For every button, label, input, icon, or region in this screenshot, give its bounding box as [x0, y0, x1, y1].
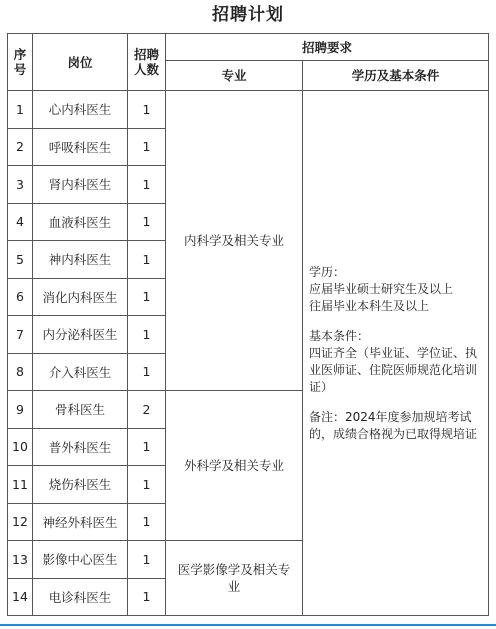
position-cell: 烧伤科医生 — [33, 466, 128, 504]
count-cell: 1 — [128, 91, 166, 129]
count-cell: 1 — [128, 166, 166, 204]
count-cell: 1 — [128, 278, 166, 316]
count-cell: 1 — [128, 578, 166, 616]
count-cell: 1 — [128, 316, 166, 354]
row-number: 13 — [8, 541, 33, 579]
major-surgery: 外科学及相关专业 — [166, 391, 303, 541]
row-number: 9 — [8, 391, 33, 429]
header-requirements: 招聘要求 — [166, 34, 489, 61]
row-number: 10 — [8, 428, 33, 466]
table-row — [8, 91, 489, 129]
position-cell: 心内科医生 — [33, 91, 128, 129]
count-cell: 1 — [128, 203, 166, 241]
major-internal-medicine: 内科学及相关专业 — [166, 91, 303, 391]
count-cell: 1 — [128, 353, 166, 391]
row-number: 4 — [8, 203, 33, 241]
position-cell: 电诊科医生 — [33, 578, 128, 616]
position-cell: 肾内科医生 — [33, 166, 128, 204]
row-number: 6 — [8, 278, 33, 316]
row-number: 1 — [8, 91, 33, 129]
count-cell: 1 — [128, 128, 166, 166]
count-cell: 1 — [128, 541, 166, 579]
position-cell: 神经外科医生 — [33, 503, 128, 541]
row-number: 8 — [8, 353, 33, 391]
position-cell: 血液科医生 — [33, 203, 128, 241]
position-cell: 普外科医生 — [33, 428, 128, 466]
header-seq: 序号 — [8, 34, 33, 91]
page-title: 招聘计划 — [212, 5, 284, 25]
header-education: 学历及基本条件 — [303, 61, 489, 91]
row-number: 14 — [8, 578, 33, 616]
position-cell: 呼吸科医生 — [33, 128, 128, 166]
recruitment-table — [7, 33, 489, 616]
header-count: 招聘人数 — [128, 34, 166, 91]
row-number: 11 — [8, 466, 33, 504]
basic-requirement: 基本条件： 四证齐全（毕业证、学位证、执业医师证、住院医师规范化培训证） — [309, 328, 478, 394]
count-cell: 2 — [128, 391, 166, 429]
position-cell: 消化内科医生 — [33, 278, 128, 316]
row-number: 12 — [8, 503, 33, 541]
count-cell: 1 — [128, 428, 166, 466]
bottom-divider — [0, 624, 496, 626]
position-cell: 介入科医生 — [33, 353, 128, 391]
note-text: 备注：2024年度参加规培考试的，成绩合格视为已取得规培证 — [309, 409, 478, 441]
row-number: 7 — [8, 316, 33, 354]
position-cell: 神内科医生 — [33, 241, 128, 279]
position-cell: 内分泌科医生 — [33, 316, 128, 354]
position-cell: 骨科医生 — [33, 391, 128, 429]
count-cell: 1 — [128, 466, 166, 504]
major-imaging: 医学影像学及相关专业 — [166, 541, 303, 616]
row-number: 3 — [8, 166, 33, 204]
education-requirement: 学历： 应届毕业硕士研究生及以上 往届毕业本科生及以上 — [309, 264, 454, 313]
position-cell: 影像中心医生 — [33, 541, 128, 579]
header-position: 岗位 — [33, 34, 128, 91]
count-cell: 1 — [128, 503, 166, 541]
header-major: 专业 — [166, 61, 303, 91]
row-number: 2 — [8, 128, 33, 166]
row-number: 5 — [8, 241, 33, 279]
count-cell: 1 — [128, 241, 166, 279]
requirements-cell — [303, 91, 489, 616]
